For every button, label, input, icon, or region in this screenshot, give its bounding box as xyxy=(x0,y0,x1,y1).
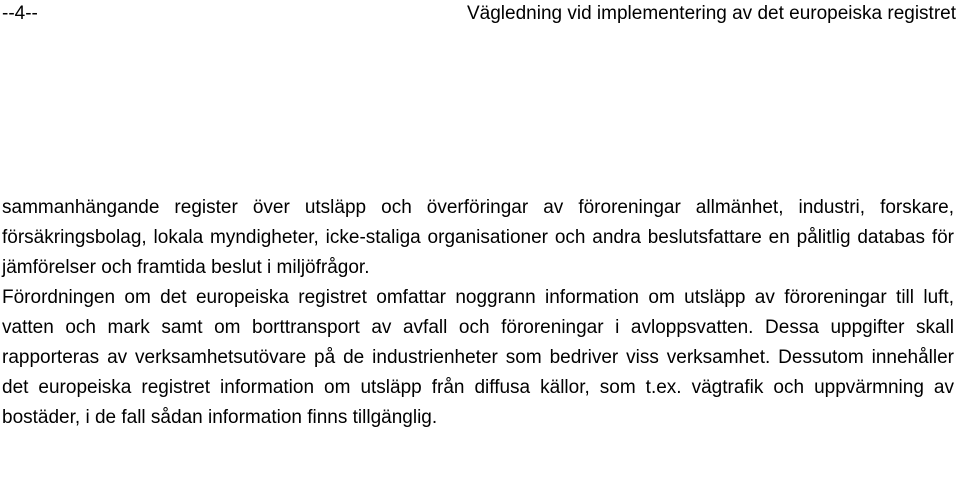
paragraph-1: sammanhängande register över utsläpp och överföringar av föroreningar allmänhet, industri, forskare, försäkringsbolag, lokala myndigheter, icke-staliga organisationer och andra beslutsfattare en pålitlig databas för jämförelser och framtida beslut i miljöfrågor. xyxy=(2,197,954,278)
page-header xyxy=(0,0,960,28)
paragraph-2: Förordningen om det europeiska registret omfattar noggrann information om utsläpp av föroreningar till luft, vatten och mark samt om borttransport av avfall och föroreningar i avloppsvatten. Dessa uppgifter skall rapporteras av verksamhetsutövare på de industrienheter som bedriver viss verksamhet. Dessutom innehåller det europeiska registret information om utsläpp från diffusa källor, som t.ex. vägtrafik och uppvärmning av bostäder, i de fall sådan information finns tillgänglig. xyxy=(2,287,954,428)
page-number: --4-- xyxy=(2,3,38,24)
running-title: Vägledning vid implementering av det europeiska registret xyxy=(467,3,956,24)
body-text xyxy=(2,193,954,433)
